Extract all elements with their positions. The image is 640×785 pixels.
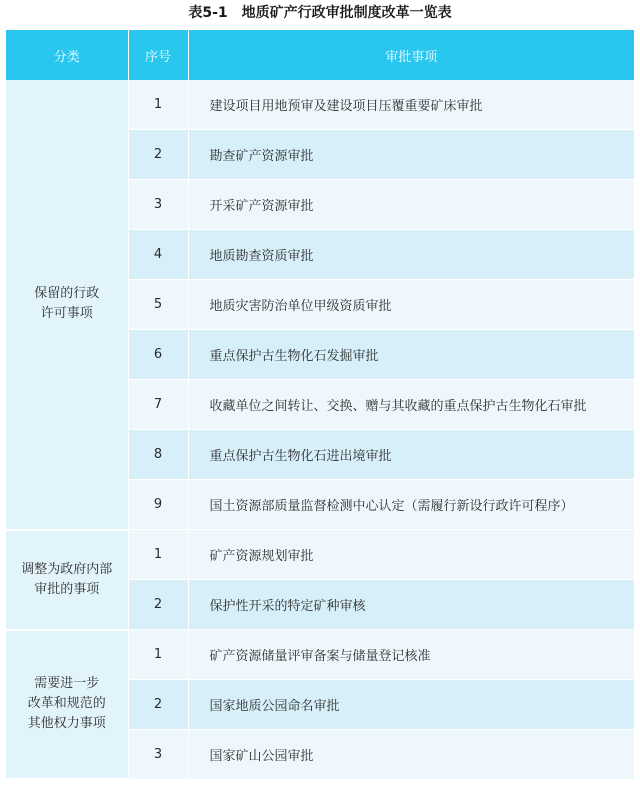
row-number: 2 (128, 680, 188, 730)
table-row (6, 530, 634, 580)
row-item: 保护性开采的特定矿种审核 (188, 580, 634, 630)
header-category: 分类 (6, 30, 128, 80)
row-item: 开采矿产资源审批 (188, 180, 634, 230)
category-cell: 需要进一步 改革和规范的 其他权力事项 (6, 630, 128, 780)
table-caption: 表5-1 地质矿产行政审批制度改革一览表 (188, 5, 452, 21)
row-item: 地质灾害防治单位甲级资质审批 (188, 280, 634, 330)
table-row (6, 80, 634, 130)
header-number: 序号 (128, 30, 188, 80)
row-item: 建设项目用地预审及建设项目压覆重要矿床审批 (188, 80, 634, 130)
row-item: 勘查矿产资源审批 (188, 130, 634, 180)
row-number: 7 (128, 380, 188, 430)
header-item: 审批事项 (188, 30, 634, 80)
row-number: 1 (128, 630, 188, 680)
row-number: 5 (128, 280, 188, 330)
table-row (6, 630, 634, 680)
row-item: 国家矿山公园审批 (188, 730, 634, 780)
row-item: 重点保护古生物化石发掘审批 (188, 330, 634, 380)
category-cell: 保留的行政 许可事项 (6, 80, 128, 530)
table-header (6, 30, 634, 80)
row-item: 重点保护古生物化石进出境审批 (188, 430, 634, 480)
row-number: 1 (128, 80, 188, 130)
category-cell: 调整为政府内部 审批的事项 (6, 530, 128, 630)
header-row (6, 30, 634, 80)
row-item: 矿产资源储量评审备案与储量登记核准 (188, 630, 634, 680)
row-item: 国家地质公园命名审批 (188, 680, 634, 730)
row-number: 6 (128, 330, 188, 380)
row-number: 2 (128, 130, 188, 180)
row-number: 8 (128, 430, 188, 480)
reform-table (6, 30, 634, 780)
row-item: 矿产资源规划审批 (188, 530, 634, 580)
row-item: 地质勘查资质审批 (188, 230, 634, 280)
row-item: 收藏单位之间转让、交换、赠与其收藏的重点保护古生物化石审批 (188, 380, 634, 430)
row-number: 2 (128, 580, 188, 630)
row-item: 国土资源部质量监督检测中心认定（需履行新设行政许可程序） (188, 480, 634, 530)
row-number: 9 (128, 480, 188, 530)
row-number: 3 (128, 730, 188, 780)
row-number: 3 (128, 180, 188, 230)
row-number: 1 (128, 530, 188, 580)
row-number: 4 (128, 230, 188, 280)
